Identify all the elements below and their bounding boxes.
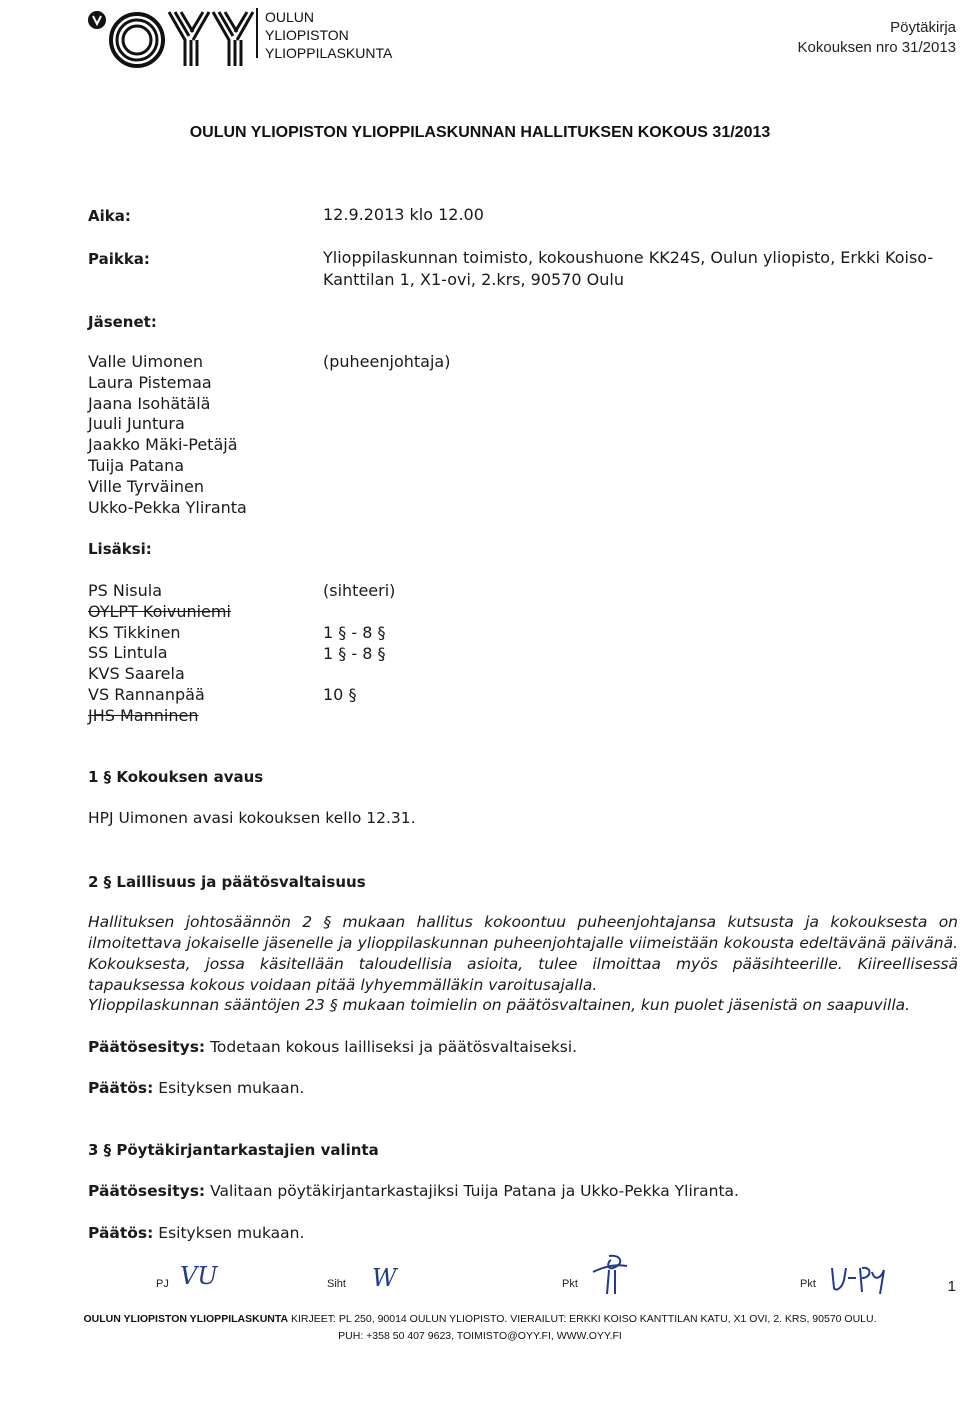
attendee-name: PS Nisula xyxy=(88,581,163,600)
org-line-3: YLIOPPILASKUNTA xyxy=(265,45,393,61)
footer-address-text: KIRJEET: PL 250, 90014 OULUN YLIOPISTO. VIERAILUT: ERKKI KOISO KANTTILAN KATU, X1 OVI, 2. KRS, 90570 OULU. xyxy=(288,1313,877,1325)
pkt-label-2: Pkt xyxy=(800,1278,816,1290)
time-value: 12.9.2013 klo 12.00 xyxy=(323,205,484,224)
org-line-1: OULUN xyxy=(265,9,315,25)
pj-label: PJ xyxy=(156,1278,169,1290)
siht-label: Siht xyxy=(327,1278,346,1290)
section-2-heading: 2 § Laillisuus ja päätösvaltaisuus xyxy=(88,873,366,891)
attendance-note: 10 § xyxy=(323,685,357,704)
additional-label: Lisäksi: xyxy=(88,540,152,558)
section-2-decision xyxy=(88,1079,304,1097)
place-line-2: Kanttilan 1, X1-ovi, 2.krs, 90570 Oulu xyxy=(323,270,624,289)
member-name: Ville Tyrväinen xyxy=(88,476,205,496)
member-name: Valle Uimonen xyxy=(88,352,203,371)
siht-signature: W xyxy=(372,1264,397,1292)
proposal-text: Valitaan pöytäkirjantarkastajiksi Tuija Patana ja Ukko-Pekka Yliranta. xyxy=(205,1182,739,1200)
attendee-name: KS Tikkinen xyxy=(88,622,181,642)
footer-contact: PUH: +358 50 407 9623, TOIMISTO@OYY.FI, WWW.OYY.FI xyxy=(338,1330,622,1342)
member-name: Juuli Juntura xyxy=(88,414,185,434)
logo-divider xyxy=(256,8,258,58)
chair-note: (puheenjohtaja) xyxy=(323,352,451,371)
proposal-text: Todetaan kokous lailliseksi ja päätösvaltaiseksi. xyxy=(205,1038,578,1056)
attendee-name-struck: OYLPT Koivuniemi xyxy=(88,601,231,621)
proposal-label: Päätösesitys: xyxy=(88,1182,206,1200)
decision-text: Esityksen mukaan. xyxy=(153,1079,305,1097)
section-1-text: HPJ Uimonen avasi kokouksen kello 12.31. xyxy=(88,809,416,827)
org-name xyxy=(265,8,392,62)
decision-text: Esityksen mukaan. xyxy=(153,1224,305,1242)
pkt-label-1: Pkt xyxy=(562,1278,578,1290)
decision-label: Päätös: xyxy=(88,1079,154,1097)
additional-list xyxy=(88,581,231,727)
footer-org: OULUN YLIOPISTON YLIOPPILASKUNTA xyxy=(83,1313,289,1325)
pkt-signature-2 xyxy=(826,1258,890,1298)
section-1-heading: 1 § Kokouksen avaus xyxy=(88,768,264,786)
attendance-note: 1 § - 8 § xyxy=(323,644,386,663)
page-title: OULUN YLIOPISTON YLIOPPILASKUNNAN HALLITUKSEN KOKOUS 31/2013 xyxy=(189,124,771,141)
attendee-name-struck: JHS Manninen xyxy=(88,705,199,725)
member-name: Laura Pistemaa xyxy=(88,372,212,392)
section-3-heading: 3 § Pöytäkirjantarkastajien valinta xyxy=(88,1141,379,1159)
member-name: Ukko-Pekka Yliranta xyxy=(88,497,247,517)
attendee-name: VS Rannanpää xyxy=(88,684,205,704)
document-meta xyxy=(798,18,956,58)
decision-label: Päätös: xyxy=(88,1224,154,1242)
section-2-paragraph: Hallituksen johtosäännön 2 § mukaan hallitus kokoontuu puheenjohtajansa kutsusta ja kokouksesta on ilmoitettava jokaiselle jäsenelle ja ylioppilaskunnan puheenjohtajalle viimeistään kokousta edeltävänä päivänä. Kokouksesta, jossa käsitellään taloudellisia asioita, tulee ilmoittaa myös pääsihteerille. Kiireellisessä tapauksessa kokous voidaan pitää lyhyemmälläkin varoitusajalla. xyxy=(88,913,958,994)
section-2-paragraph: Ylioppilaskunnan sääntöjen 23 § mukaan toimielin on päätösvaltainen, kun puolet jäsenistä on saapuvilla. xyxy=(88,996,911,1014)
meeting-number: Kokouksen nro 31/2013 xyxy=(797,39,956,56)
org-line-2: YLIOPISTON xyxy=(265,27,349,43)
section-3-decision xyxy=(88,1224,304,1242)
pj-signature: VU xyxy=(180,1262,218,1290)
attendee-name: SS Lintula xyxy=(88,643,168,663)
members-list xyxy=(88,352,247,518)
section-2-proposal xyxy=(88,1038,577,1056)
members-label: Jäsenet: xyxy=(88,313,157,331)
footer-address xyxy=(0,1313,960,1325)
place-label: Paikka: xyxy=(88,250,150,268)
doc-type: Pöytäkirja xyxy=(890,19,956,36)
member-name: Jaakko Mäki-Petäjä xyxy=(88,435,238,455)
time-label: Aika: xyxy=(88,207,131,225)
attendance-note: 1 § - 8 § xyxy=(323,623,386,642)
secretary-note: (sihteeri) xyxy=(323,581,396,600)
place-line-1: Ylioppilaskunnan toimisto, kokoushuone KK24S, Oulun yliopisto, Erkki Koiso- xyxy=(323,248,934,267)
proposal-label: Päätösesitys: xyxy=(88,1038,206,1056)
pkt-signature-1 xyxy=(585,1250,635,1300)
section-3-proposal xyxy=(88,1182,739,1200)
attendee-name: KVS Saarela xyxy=(88,664,185,684)
oyy-logo-mark xyxy=(85,6,260,70)
member-name: Jaana Isohätälä xyxy=(88,393,211,413)
page-number: 1 xyxy=(947,1278,956,1295)
member-name: Tuija Patana xyxy=(88,455,185,475)
